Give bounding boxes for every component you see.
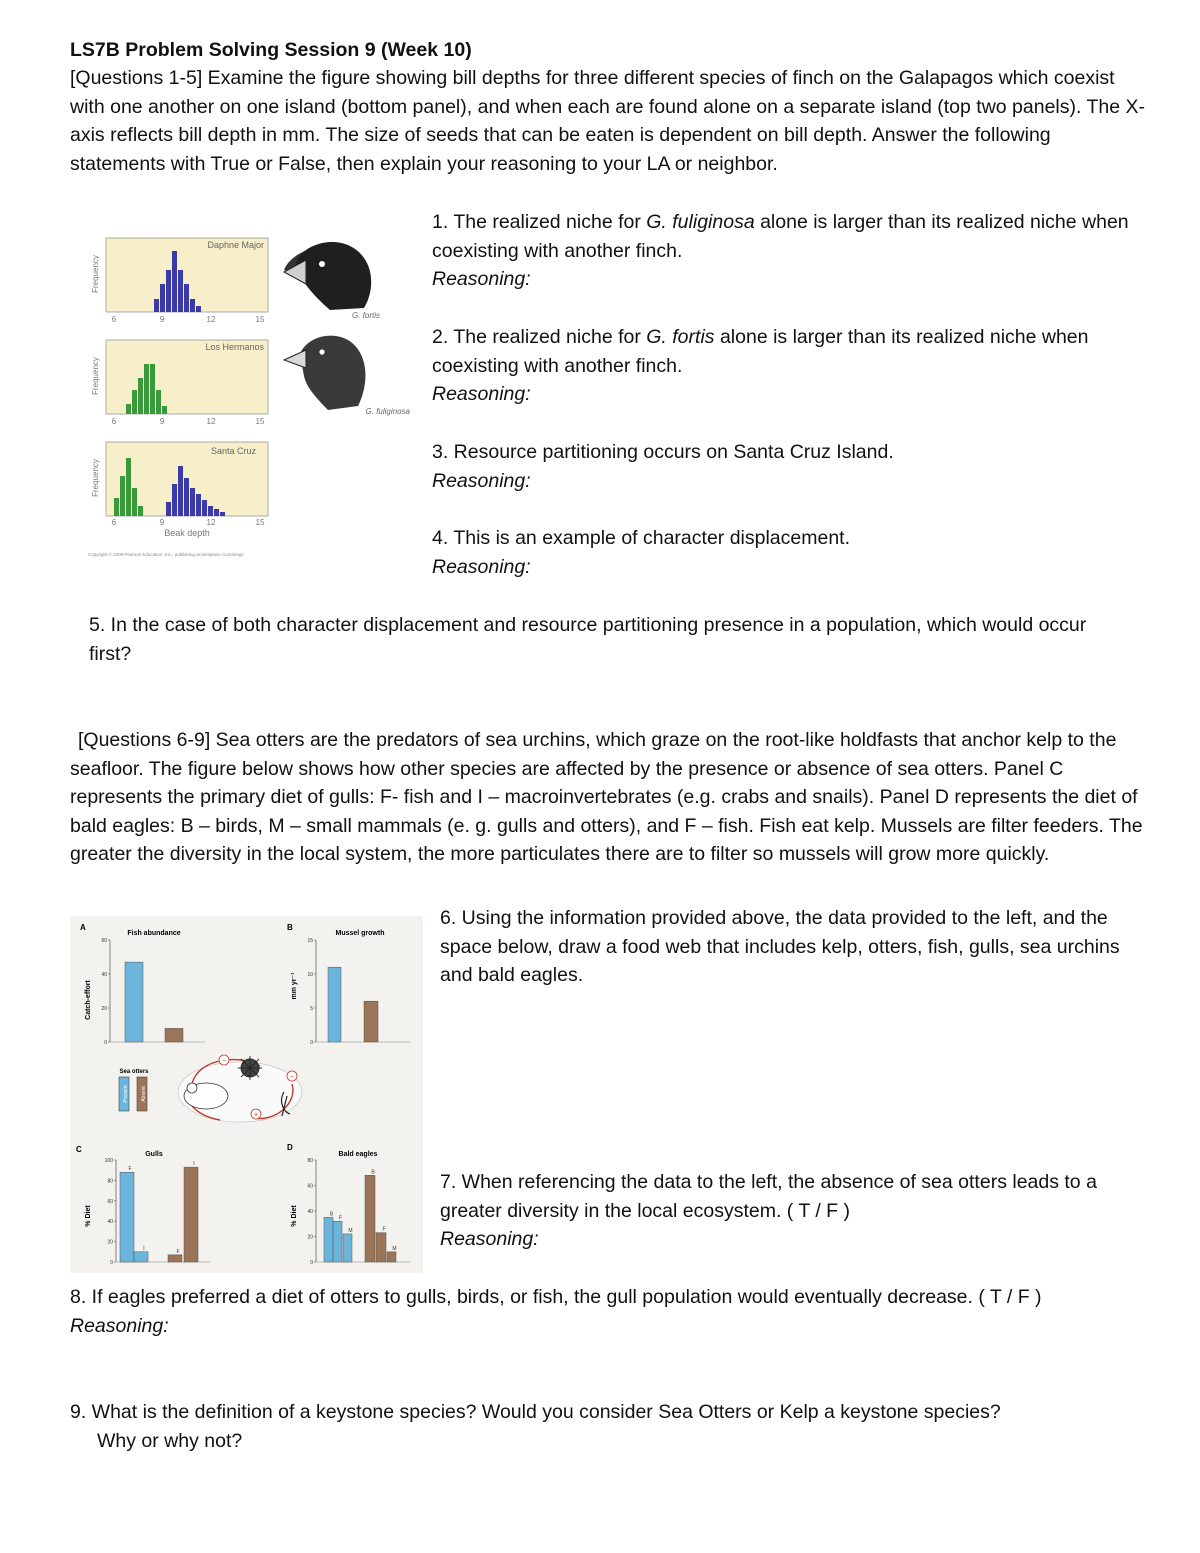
ylabel-daphne: Frequency [91, 255, 100, 293]
interaction-cycle [178, 1055, 302, 1122]
xtick-9: 9 [159, 315, 165, 324]
ytick-label: 15 [307, 938, 313, 944]
bar-2-3 [184, 1167, 198, 1262]
bar-3-0 [324, 1217, 333, 1262]
ytick-label: 80 [307, 1158, 313, 1164]
ytick-label: 80 [107, 1178, 113, 1185]
urchin-icon [238, 1056, 262, 1080]
panel-title-santa-cruz: Santa Cruz [210, 446, 256, 456]
question-9 [70, 1398, 1150, 1455]
ytick-label: 10 [307, 972, 313, 978]
xtick-6: 6 [111, 315, 117, 324]
question-3 [432, 438, 1132, 495]
finch-beak-figure [84, 226, 424, 570]
bar-label: B [329, 1211, 334, 1218]
bar-1-1 [364, 1001, 378, 1042]
question-8 [70, 1283, 1130, 1340]
question-2 [432, 323, 1132, 409]
intro-questions-6-9: [Questions 6-9] Sea otters are the predators of sea urchins, which graze on the root-like holdfasts that anchor kelp to the seafloor. The figure below shows how other species are affected by the presence or absence of sea otters. Panel C represents the primary diet of gulls: F- fish and I – macroinvertebrates (e.g. crabs and snails). Panel D represents the diet of bald eagles: B – birds, M – small mammals (e. g. gulls and otters), and F – fish. Fish eat kelp. Mussels are filter feeders. The greater the diversity in the local system, the more particulates there are to filter so mussels will grow more quickly. [70, 729, 1143, 866]
legend-title: Sea otters [119, 1069, 149, 1075]
page-title: LS7B Problem Solving Session 9 (Week 10) [70, 39, 472, 61]
panel-los-hermanos [91, 340, 268, 426]
xtick-12: 12 [206, 518, 216, 527]
bar-3-5 [387, 1252, 396, 1262]
intro-questions-1-5: [Questions 1-5] Examine the figure showing bill depths for three different species of finch on the Galapagos which coexist with one another on one island (bottom panel), and when each are found alone on a separate island (top two panels). The X-axis reflects bill depth in mm. The size of seeds that can be eaten is dependent on bill depth. Answer the following statements with True or False, then explain your reasoning to your LA or neighbor. [70, 67, 1146, 175]
question-1-pre: 1. The realized niche for [432, 211, 647, 233]
question-1 [432, 208, 1132, 294]
ytick-label: 20 [107, 1239, 113, 1246]
svg-text:−: − [289, 1073, 295, 1081]
xtick-6: 6 [111, 518, 117, 527]
ylabel-catch-effort: Catch-effort [85, 980, 92, 1020]
bar-label: F [338, 1215, 343, 1222]
ylabel-hermanos: Frequency [91, 357, 100, 395]
xtick-15: 15 [255, 518, 265, 527]
bar-label: F [382, 1226, 386, 1233]
ytick-label: 20 [307, 1234, 313, 1241]
label-g-fuliginosa: G. fuliginosa [365, 407, 410, 416]
ytick-label: 40 [107, 1219, 113, 1226]
bar-2-1 [134, 1252, 148, 1262]
ytick-label: 0 [110, 1260, 113, 1266]
xtick-15: 15 [255, 417, 265, 426]
title-bald-eagles: Bald eagles [338, 1151, 378, 1158]
xtick-12: 12 [206, 417, 216, 426]
title-mussel-growth: Mussel growth [335, 930, 385, 937]
bar-3-3 [365, 1175, 375, 1262]
ylabel-eagles-diet: % Diet [291, 1205, 298, 1227]
xtick-9: 9 [159, 417, 165, 426]
question-2-post: alone is larger than its realized niche when coexisting with another finch. [432, 326, 1089, 377]
question-7-text: 7. When referencing the data to the left, the absence of sea otters leads to a greater diversity in the local ecosystem. ( T / F ) [440, 1171, 1097, 1222]
ytick-label: 0 [104, 1040, 107, 1046]
sea-otter-svg [70, 916, 423, 1273]
svg-text:−: − [221, 1057, 227, 1065]
g-fortis-illustration [284, 242, 380, 320]
question-2-pre: 2. The realized niche for [432, 326, 647, 348]
question-9-text: 9. What is the definition of a keystone species? Would you consider Sea Otters or Kelp a keystone species? [70, 1401, 1001, 1423]
xtick-15: 15 [255, 315, 265, 324]
ytick-label: 100 [104, 1158, 113, 1164]
xtick-9: 9 [159, 518, 165, 527]
ylabel-santa-cruz: Frequency [91, 459, 100, 497]
title-fish-abundance: Fish abundance [127, 930, 181, 937]
ytick-label: 60 [101, 938, 107, 944]
bar-label: M [348, 1227, 353, 1234]
bar-label: F [128, 1166, 132, 1173]
xtick-6: 6 [111, 417, 117, 426]
legend-absent: Absent [141, 1086, 147, 1102]
bar-label: I [143, 1245, 145, 1252]
ytick-label: 40 [307, 1209, 313, 1215]
question-4-text: 4. This is an example of character displacement. [432, 527, 851, 549]
question-2-reasoning: Reasoning: [432, 383, 531, 406]
xlabel-beak-depth: Beak depth [164, 528, 210, 538]
bar-2-0 [120, 1172, 134, 1262]
title-gulls: Gulls [145, 1151, 163, 1158]
panel-title-daphne: Daphne Major [207, 240, 264, 250]
question-1-species: G. fuliginosa [646, 211, 755, 233]
label-g-fortis: G. fortis [351, 311, 380, 320]
question-3-text: 3. Resource partitioning occurs on Santa Cruz Island. [432, 441, 894, 463]
panel-title-hermanos: Los Hermanos [205, 342, 264, 352]
legend-present: Present [123, 1085, 129, 1103]
question-1-post: alone is larger than its realized niche when coexisting with another finch. [432, 211, 1129, 262]
question-6: 6. Using the information provided above, the data provided to the left, and the space below, draw a food web that includes kelp, otters, fish, gulls, sea urchins and bald eagles. [440, 907, 1120, 987]
question-4-reasoning: Reasoning: [432, 555, 531, 578]
bar-1-0 [328, 967, 341, 1042]
otter-legend [119, 1069, 149, 1111]
panel-letter-d: D [287, 1143, 293, 1152]
ytick-label: 60 [107, 1198, 113, 1205]
ytick-label: 0 [310, 1040, 313, 1046]
ytick-label: 0 [310, 1260, 313, 1266]
finch-beak-svg [84, 226, 424, 570]
panel-santa-cruz [91, 442, 268, 538]
question-1-reasoning: Reasoning: [432, 268, 531, 291]
bar-label: B [371, 1169, 375, 1176]
sea-otter-figure [70, 916, 423, 1273]
ytick-label: 20 [101, 1006, 107, 1012]
svg-text:+: + [253, 1111, 259, 1119]
question-7-reasoning: Reasoning: [440, 1228, 539, 1251]
bar-3-1 [333, 1221, 342, 1262]
bar-3-4 [376, 1233, 386, 1262]
panel-letter-a: A [80, 923, 86, 932]
question-8-text: 8. If eagles preferred a diet of otters to gulls, birds, or fish, the gull population would eventually decrease. ( T / F ) [70, 1286, 1042, 1308]
ylabel-mussel: mm yr⁻¹ [291, 972, 298, 1000]
bar-0-1 [165, 1028, 183, 1042]
bar-3-2 [343, 1234, 352, 1262]
question-5: 5. In the case of both character displacement and resource partitioning presence in a population, which would occur first? [89, 614, 1087, 665]
panel-letter-b: B [287, 923, 293, 932]
bar-label: M [392, 1245, 397, 1252]
ytick-label: 5 [310, 1006, 313, 1012]
panel-letter-c: C [76, 1145, 82, 1154]
ytick-label: 60 [307, 1183, 313, 1190]
ytick-label: 40 [101, 972, 107, 978]
bar-0-0 [125, 962, 143, 1042]
bar-2-2 [168, 1255, 182, 1262]
panel-daphne-major [91, 238, 268, 324]
bar-label: I [193, 1161, 195, 1168]
xtick-12: 12 [206, 315, 216, 324]
bar-label: F [176, 1248, 180, 1255]
question-8-reasoning: Reasoning: [70, 1314, 169, 1337]
ylabel-gulls-diet: % Diet [85, 1205, 92, 1227]
question-3-reasoning: Reasoning: [432, 469, 531, 492]
question-9-text2: Why or why not? [97, 1429, 243, 1452]
question-2-species: G. fortis [646, 326, 715, 348]
question-4 [432, 524, 1132, 581]
copyright-notice: Copyright © 2008 Pearson Education, Inc., publishing as Benjamin Cummings [88, 552, 244, 557]
g-fuliginosa-illustration [284, 336, 411, 416]
question-7 [440, 1168, 1130, 1254]
